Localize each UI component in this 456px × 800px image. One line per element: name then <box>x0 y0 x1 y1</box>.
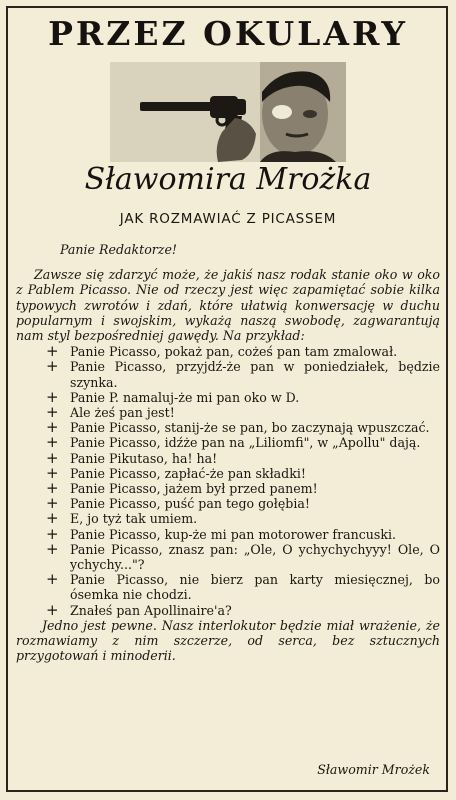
byline-signature: Sławomira Mrożka <box>84 162 372 197</box>
plus-icon: + <box>46 418 59 437</box>
plus-icon: + <box>46 600 59 619</box>
plus-icon: + <box>46 357 59 376</box>
list-item: + Panie Picasso, jażem był przed panem! <box>46 479 318 498</box>
list-item: + Panie P. namaluj-że mi pan oko w D. <box>46 387 300 406</box>
author-signature: Sławomir Mrożek <box>317 762 430 777</box>
plus-icon: + <box>46 463 59 482</box>
list-item: + Panie Picasso, zapłać-że pan składki! <box>46 463 306 482</box>
plus-icon: + <box>46 494 59 513</box>
list-item: + Panie Picasso, stanij-że se pan, bo zaczynają wpuszczać. <box>46 418 430 437</box>
author-photo <box>110 62 346 162</box>
plus-icon: + <box>46 448 59 467</box>
list-item: + Panie Picasso, znasz pan: „Ole, O ychychychyyy! Ole, O ychychy..."? <box>46 539 440 573</box>
plus-icon: + <box>46 539 59 558</box>
article-headline: JAK ROZMAWIAĆ Z PICASSEM <box>119 211 337 227</box>
column-title: PRZEZ OKULARY <box>48 14 408 53</box>
salutation: Panie Redaktorze! <box>60 242 177 257</box>
list-item: + Ale żeś pan jest! <box>46 403 175 422</box>
plus-icon: + <box>46 403 59 422</box>
plus-icon: + <box>46 509 59 528</box>
list-item: + Panie Picasso, kup-że mi pan motorower francuski. <box>46 524 397 543</box>
list-item: + Panie Picasso, pokaż pan, cożeś pan tam zmalował. <box>46 342 398 361</box>
plus-icon: + <box>46 570 59 589</box>
plus-icon: + <box>46 479 59 498</box>
list-item: + Panie Picasso, nie bierz pan karty miesięcznej, bo ósemka nie chodzi. <box>46 570 440 603</box>
article-body <box>16 242 440 663</box>
intro-paragraph: Zawsze się zdarzyć może, że jakiś nasz rodak stanie oko w oko z Pablem Picasso. Nie od rzeczy jest więc zapamiętać sobie kilka typowych zwrotów i zdań, które ułatwią konwersację w duchu popularnym i swojskim, wykażą naszą swobodę, zagwarantują nam styl bezpośredniej gawędy. Na przykład: <box>16 267 440 344</box>
list-item: + Panie Picasso, idźże pan na „Liliomfi", w „Apollu" dają. <box>46 433 421 452</box>
list-item: + Panie Pikutaso, ha! ha! <box>46 448 218 467</box>
list-item: + Panie Picasso, puść pan tego gołębia! <box>46 494 310 513</box>
list-item: + E, jo tyż tak umiem. <box>46 509 198 528</box>
list-item: + Znałeś pan Apollinaire'a? <box>46 600 232 619</box>
plus-icon: + <box>46 524 59 543</box>
plus-icon: + <box>46 387 59 406</box>
closing-paragraph: Jedno jest pewne. Nasz interlokutor będzie miał wrażenie, że rozmawiamy z nim szczerze, od serca, bez sztucznych przygotowań i minoderii. <box>16 617 440 664</box>
plus-icon: + <box>46 433 59 452</box>
phrase-list <box>16 344 440 618</box>
list-item: + Panie Picasso, przyjdź-że pan w poniedziałek, będzie szynka. <box>46 357 440 390</box>
plus-icon: + <box>46 342 59 361</box>
